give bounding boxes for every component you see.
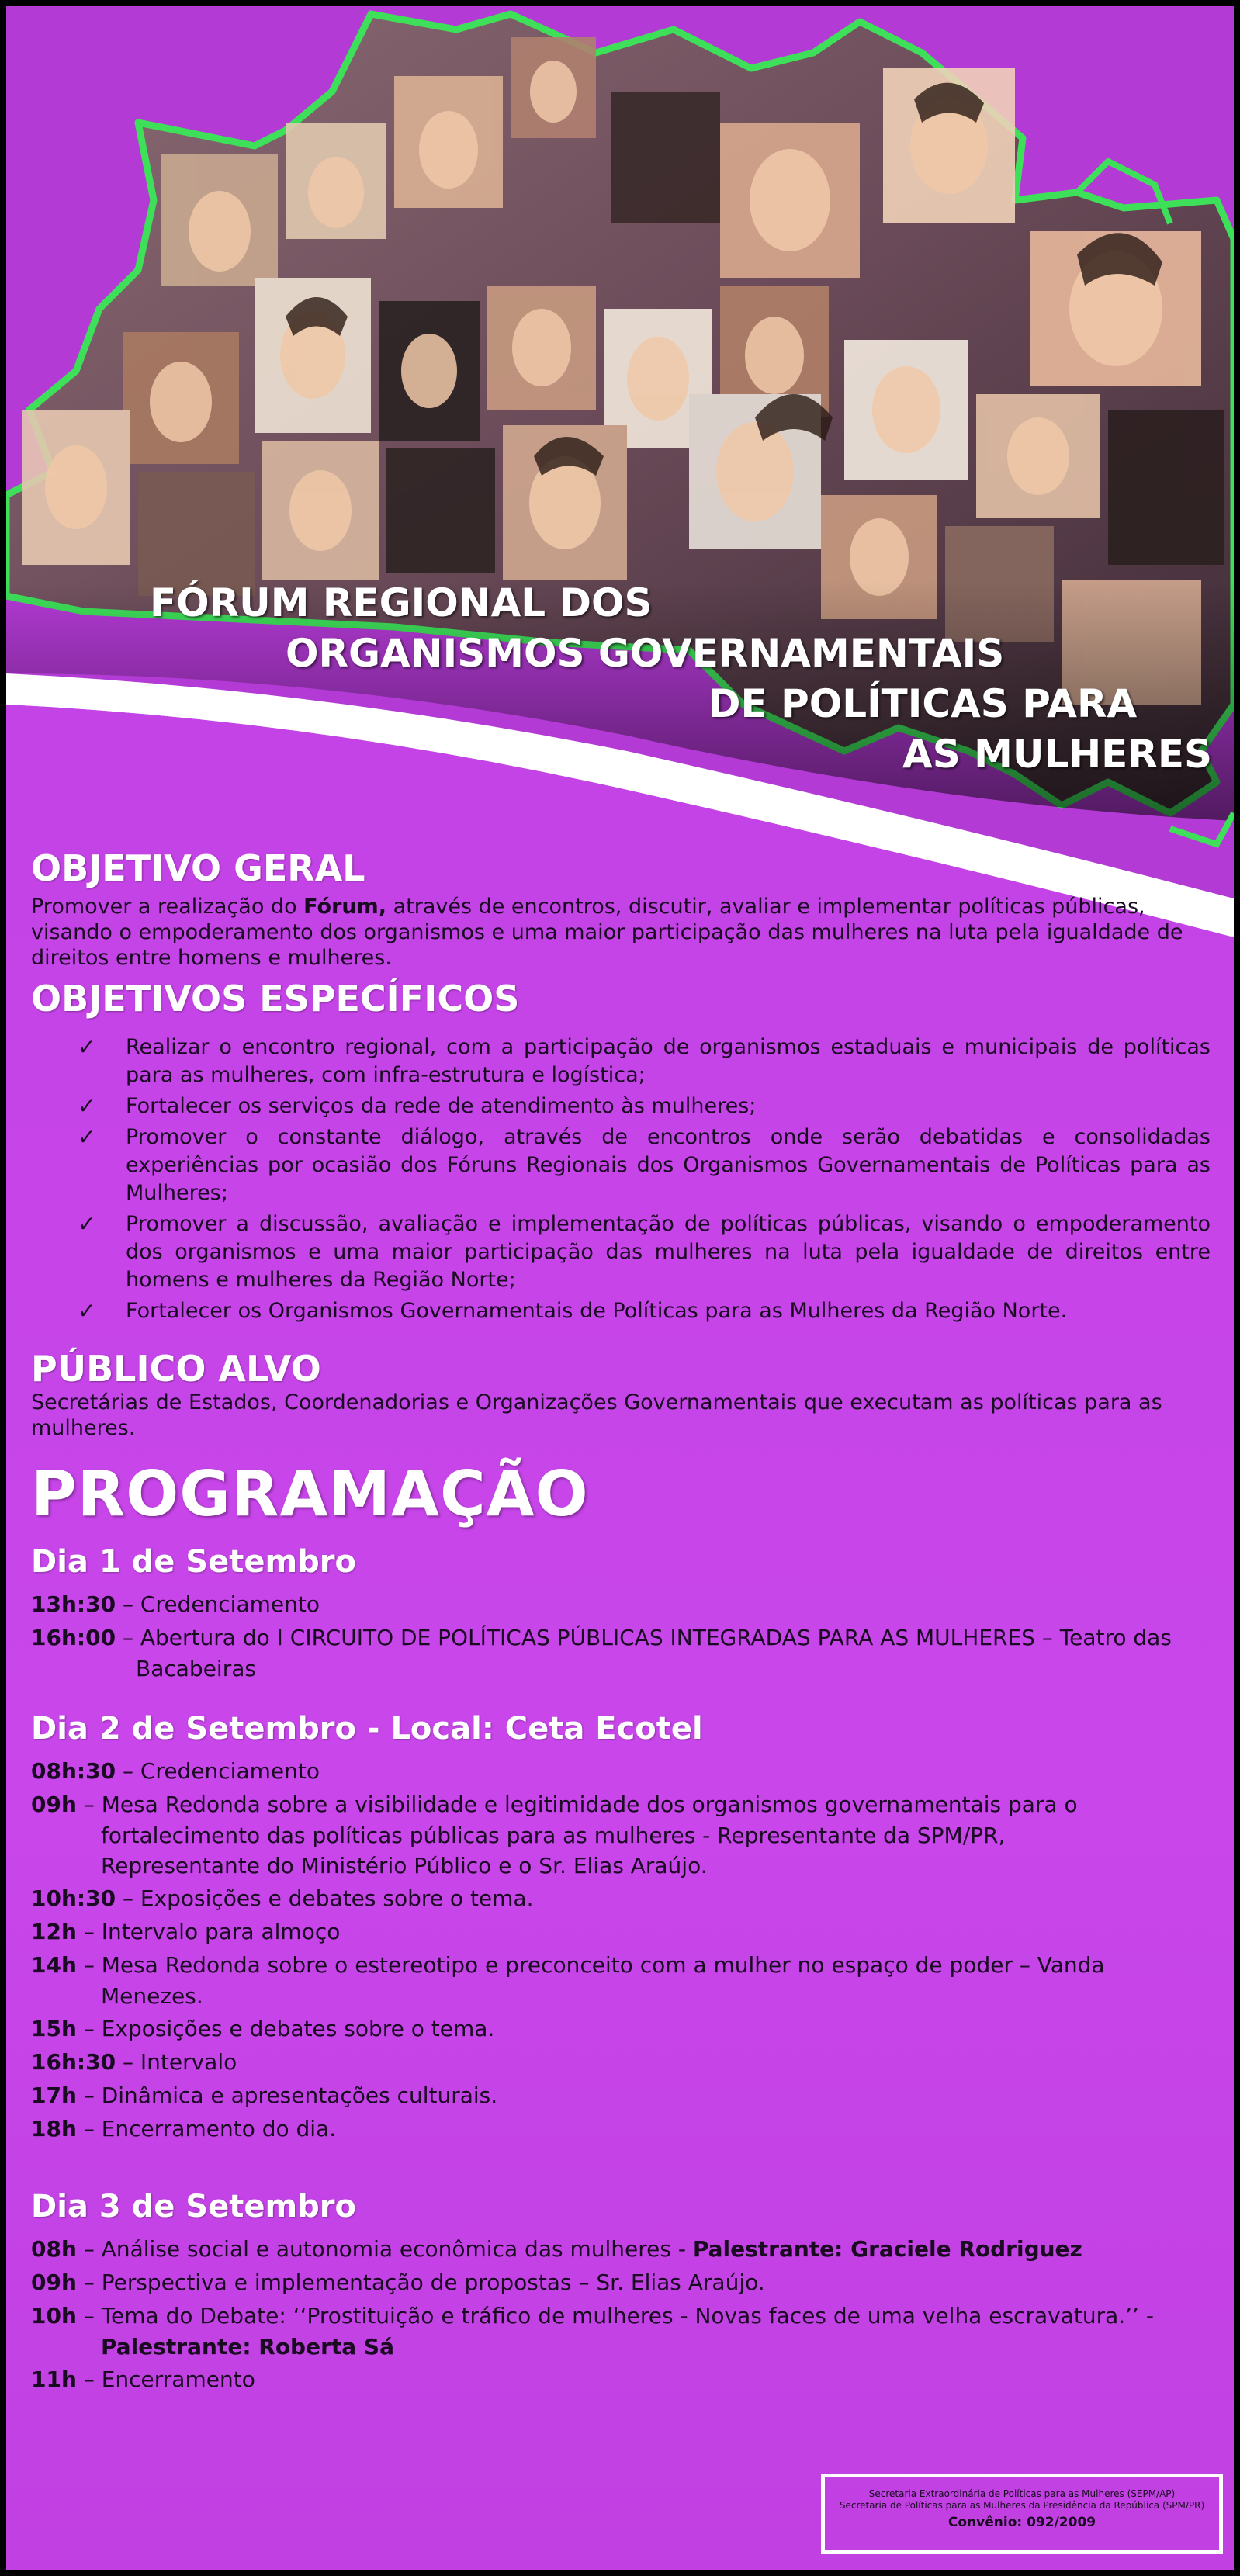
dia-3-heading: Dia 3 de Setembro (31, 2188, 356, 2225)
objetivo-geral-text: Promover a realização do Fórum, através de encontros, discutir, avaliar e implementar políticas públicas, visando o empoderamento dos organismos e uma maior participação das mulheres na luta pela igualdade de direitos entre homens e mulheres. (31, 894, 1183, 970)
objetivo-geral-heading: OBJETIVO GERAL (31, 847, 365, 889)
content (31, 848, 1211, 2396)
check-icon: ✓ (78, 1034, 96, 1060)
title-line-2: ORGANISMOS GOVERNAMENTAIS (286, 631, 1005, 676)
schedule-item: 13h:30 – Credenciamento (31, 1591, 320, 1617)
schedule-item: 14h – Mesa Redonda sobre o estereotipo e preconceito com a mulher no espaço de poder – Vanda Menezes. (31, 1951, 1105, 2009)
schedule-item: 10h:30 – Exposições e debates sobre o tema. (31, 1885, 534, 1911)
convenio-box (821, 2474, 1223, 2554)
schedule-item: 15h – Exposições e debates sobre o tema. (31, 2015, 495, 2041)
forum-title (6, 580, 1234, 798)
check-icon: ✓ (78, 1124, 96, 1150)
footer-line-1: Secretaria Extraordinária de Políticas para as Mulheres (SEPM/AP) (868, 2488, 1176, 2499)
objetivos-especificos-heading: OBJETIVOS ESPECÍFICOS (31, 977, 520, 1020)
check-icon: ✓ (78, 1297, 96, 1324)
poster (6, 6, 1234, 2570)
schedule-item: 08h:30 – Credenciamento (31, 1757, 320, 1784)
header-collage (6, 6, 1234, 937)
publico-alvo-heading: PÚBLICO ALVO (31, 1347, 321, 1390)
list-item: ✓ Realizar o encontro regional, com a participação de organismos estaduais e municipais de políticas para as mulheres, com infra-estrutura e logística; (78, 1034, 1211, 1087)
programacao-heading: PROGRAMAÇÃO (31, 1457, 589, 1530)
schedule-item: 09h – Mesa Redonda sobre a visibilidade e legitimidade dos organismos governamentais para o fortalecimento das políticas públicas para as mulheres - Representante da SPM/PR, Representante do Ministério Público e o Sr. Elias Araújo. (31, 1791, 1078, 1878)
schedule-item: 10h – Tema do Debate: ‘‘Prostituição e tráfico de mulheres - Novas faces de uma velha escravatura.’’ - Palestrante: Roberta Sá (31, 2302, 1154, 2360)
schedule-item: 16h:30 – Intervalo (31, 2048, 237, 2075)
dia-1-heading: Dia 1 de Setembro (31, 1543, 356, 1580)
list-item: ✓ Fortalecer os serviços da rede de atendimento às mulheres; (78, 1092, 757, 1119)
title-line-1: FÓRUM REGIONAL DOS (150, 580, 653, 625)
publico-alvo-text: Secretárias de Estados, Coordenadorias e Organizações Governamentais que executam as políticas para as mulheres. (31, 1390, 1162, 1440)
list-item: ✓ Promover a discussão, avaliação e implementação de políticas públicas, visando o empoderamento dos organismos e uma maior participação das mulheres na luta pela igualdade de direitos entre homens e mulheres da Região Norte; (78, 1210, 1211, 1292)
dia-3-schedule (31, 2232, 1211, 2396)
footer-line-2: Secretaria de Políticas para as Mulheres da Presidência da República (SPM/PR) (839, 2500, 1205, 2511)
dia-2-schedule (31, 1754, 1211, 2145)
schedule-item: 16h:00 – Abertura do I CIRCUITO DE POLÍTICAS PÚBLICAS INTEGRADAS PARA AS MULHERES – Teatro das Bacabeiras (31, 1624, 1172, 1681)
list-item: ✓ Promover o constante diálogo, através de encontros onde serão debatidas e consolidadas experiências por ocasião dos Fóruns Regionais dos Organismos Governamentais de Políticas para as Mulheres; (78, 1124, 1211, 1205)
schedule-item: 18h – Encerramento do dia. (31, 2115, 337, 2141)
check-icon: ✓ (78, 1210, 96, 1237)
title-line-3: DE POLÍTICAS PARA (708, 681, 1138, 726)
schedule-item: 12h – Intervalo para almoço (31, 1918, 341, 1944)
schedule-item: 11h – Encerramento (31, 2366, 255, 2392)
convenio-number: Convênio: 092/2009 (947, 2515, 1096, 2530)
objetivos-especificos-list (31, 1034, 1211, 1325)
dia-2-heading: Dia 2 de Setembro - Local: Ceta Ecotel (31, 1710, 703, 1747)
schedule-item: 08h – Análise social e autonomia econômica das mulheres - Palestrante: Graciele Rodriguez (31, 2235, 1082, 2262)
schedule-item: 09h – Perspectiva e implementação de propostas – Sr. Elias Araújo. (31, 2269, 765, 2295)
schedule-item: 17h – Dinâmica e apresentações culturais. (31, 2082, 498, 2108)
title-line-4: AS MULHERES (902, 732, 1212, 777)
check-icon: ✓ (78, 1092, 96, 1119)
dia-1-schedule (31, 1587, 1211, 1684)
list-item: ✓ Fortalecer os Organismos Governamentais de Políticas para as Mulheres da Região Norte. (78, 1297, 1068, 1324)
